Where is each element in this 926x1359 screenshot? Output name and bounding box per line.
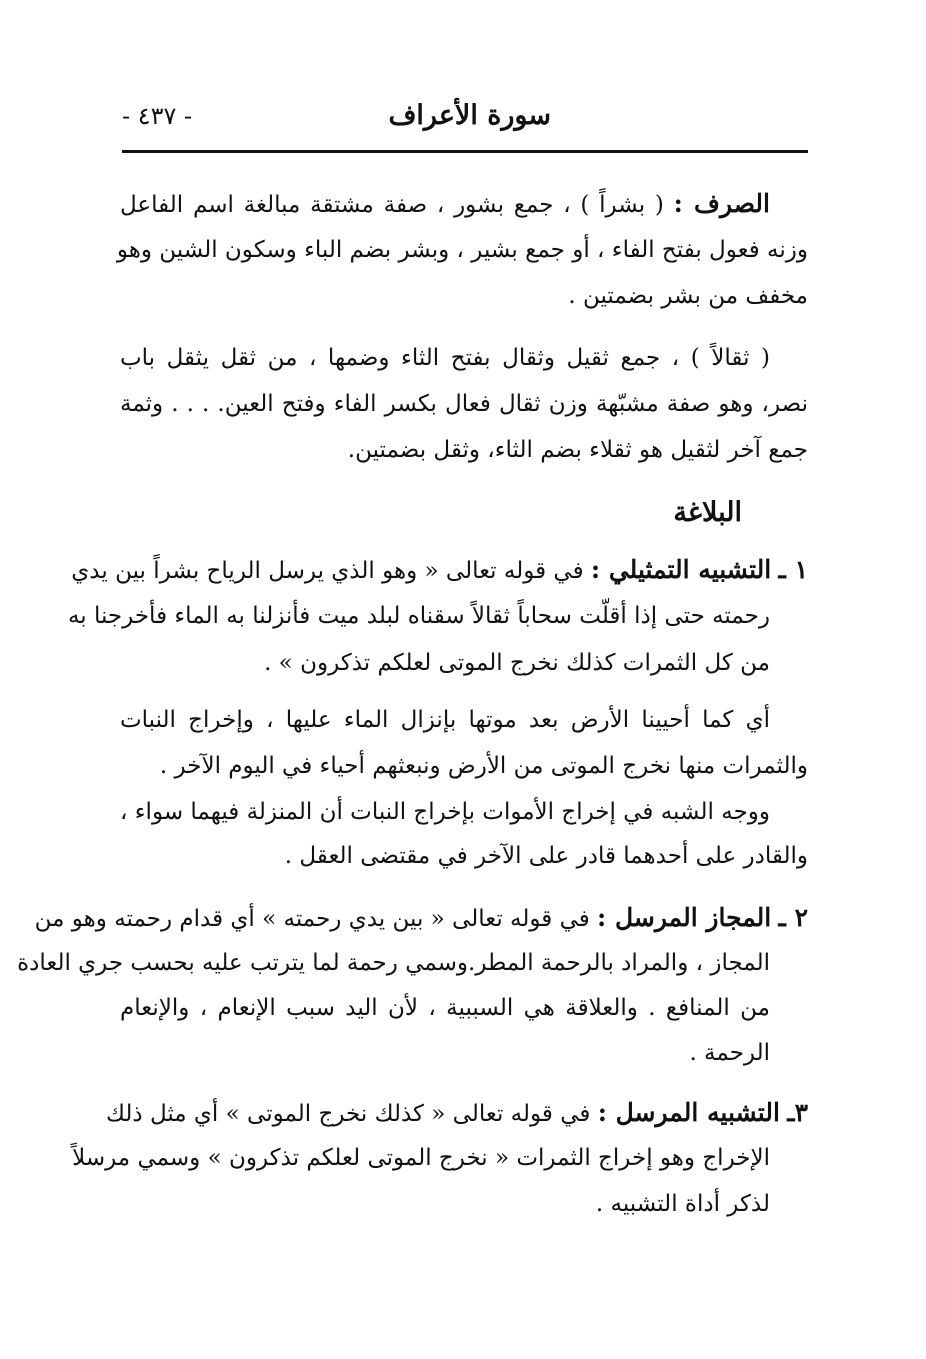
page-header — [122, 100, 806, 144]
item2-line-4: الرحمة . — [689, 1040, 770, 1066]
sarf-line-3: مخفف من بشر بضمتين . — [568, 283, 808, 309]
thiqal-line-1: ( ثقالاً ) ، جمع ثقيل وثقال بفتح الثاء وضمها ، من ثقل يثقل باب — [120, 345, 770, 371]
item1-explanation-2-line-1: ووجه الشبه في إخراج الأموات بإخراج النبات أن المنزلة فيهما سواء ، — [120, 799, 770, 825]
page-number: - ٤٣٧ - — [122, 102, 193, 130]
header-divider — [122, 150, 808, 153]
item2-term: المجاز المرسل : — [597, 903, 772, 932]
item1-explanation-1-line-1: أي كما أحيينا الأرض بعد موتها بإنزال الماء عليها ، وإخراج النبات — [120, 707, 770, 733]
item2-number: ٢ ـ — [778, 903, 808, 932]
sarf-term: الصرف : — [673, 189, 770, 218]
item2-line-3: من المنافع . والعلاقة هي السببية ، لأن اليد سبب الإنعام ، والإنعام — [120, 995, 770, 1021]
item1-explanation-2-line-2: والقادر على أحدهما قادر على الآخر في مقتضى العقل . — [284, 843, 808, 869]
item3-line-1: ٣ـ التشبيه المرسل : في قوله تعالى « كذلك نخرج الموتى » أي مثل ذلك — [106, 1098, 808, 1127]
sarf-line-1: الصرف : ( بشراً ) ، جمع بشور ، صفة مشتقة مبالغة اسم الفاعل — [120, 189, 770, 218]
item3-line-3: لذكر أداة التشبيه . — [595, 1191, 770, 1217]
thiqal-line-2: نصر، وهو صفة مشبّهة وزن ثقال فعال بكسر الفاء وفتح العين. . . . وثمة — [120, 391, 808, 417]
item1-number: ١ ـ — [778, 555, 808, 584]
item3-term: التشبيه المرسل : — [597, 1098, 780, 1127]
balagha-heading: البلاغة — [673, 497, 742, 528]
thiqal-line-3: جمع آخر لثقيل هو ثقلاء بضم الثاء، وثقل بضمتين. — [347, 437, 808, 463]
item3-line-2: الإخراج وهو إخراج الثمرات « نخرج الموتى لعلكم تذكرون » وسمي مرسلاً — [72, 1145, 770, 1171]
item1-line-1: ١ ـ التشبيه التمثيلي : في قوله تعالى « وهو الذي يرسل الرياح بشراً بين يدي — [71, 555, 808, 584]
item1-line-3: من كل الثمرات كذلك نخرج الموتى لعلكم تذكرون » . — [264, 650, 770, 676]
surah-title: سورة الأعراف — [388, 100, 551, 131]
sarf-line-2: وزنه فعول بفتح الفاء ، أو جمع بشير ، وبشر بضم الباء وسكون الشين وهو — [116, 237, 808, 263]
item2-line-1: ٢ ـ المجاز المرسل : في قوله تعالى « بين يدي رحمته » أي قدام رحمته وهو من — [34, 903, 808, 932]
item3-number: ٣ـ — [787, 1098, 808, 1127]
item1-explanation-1-line-2: والثمرات منها نخرج الموتى من الأرض ونبعثهم أحياء في اليوم الآخر . — [159, 753, 808, 779]
item1-line-2: رحمته حتى إذا أقلّت سحاباً ثقالاً سقناه لبلد ميت فأنزلنا به الماء فأخرجنا به — [67, 603, 770, 629]
item1-term: التشبيه التمثيلي : — [590, 555, 772, 584]
item2-line-2: المجاز ، والمراد بالرحمة المطر.وسمي رحمة لما يترتب عليه بحسب جري العادة — [17, 950, 770, 976]
